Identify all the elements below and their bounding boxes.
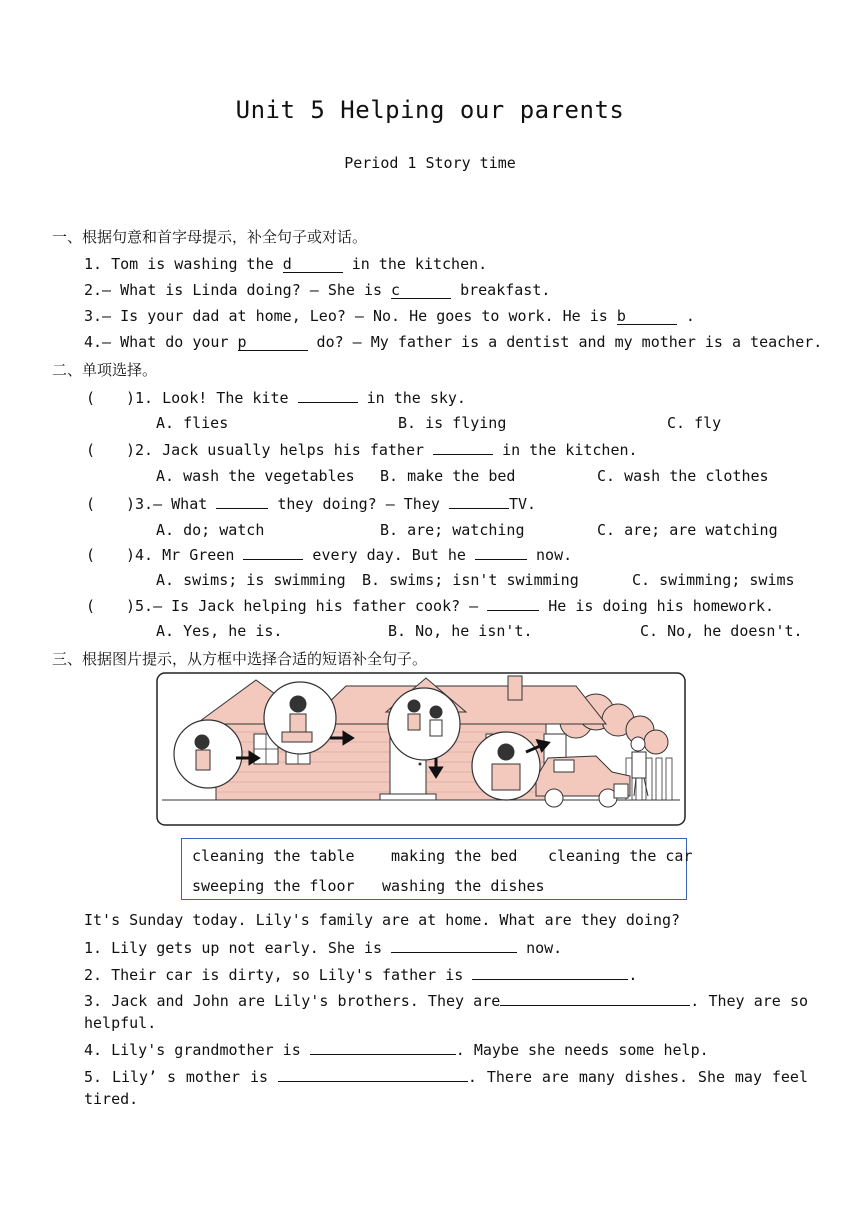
option-b[interactable]: B. is flying — [398, 414, 507, 432]
choice-paren: ( — [86, 546, 96, 564]
option-b[interactable]: B. are; watching — [380, 521, 525, 539]
story-intro: It's Sunday today. Lily's family are at home. What are they doing? — [84, 911, 681, 929]
item-text: . — [628, 966, 638, 984]
question-text: now. — [527, 546, 573, 564]
option-c[interactable]: C. fly — [667, 414, 722, 432]
phrase-option[interactable]: cleaning the table — [192, 847, 355, 865]
answer-blank[interactable] — [391, 952, 517, 953]
answer-blank[interactable] — [433, 454, 493, 455]
house-illustration — [156, 672, 686, 826]
question-text: He is doing his homework. — [539, 597, 775, 615]
item-text: 1. Lily gets up not early. She is — [84, 939, 392, 957]
item-text: breakfast. — [451, 281, 551, 299]
part3-item-1 — [84, 937, 808, 959]
phrase-option[interactable]: cleaning the car — [548, 847, 693, 865]
question-text: — What — [153, 495, 217, 513]
option-a[interactable]: A. flies — [156, 414, 229, 432]
question-text: — Is Jack helping his father cook? — — [153, 597, 488, 615]
choice-paren: ( — [86, 495, 96, 513]
page-subtitle: Period 1 Story time — [344, 154, 516, 172]
part3-item-3 — [84, 990, 808, 1034]
part1-item-1 — [84, 255, 487, 273]
question-text: every day. But he — [303, 546, 475, 564]
part1-item-3 — [84, 307, 695, 325]
question-text: Look! The kite — [162, 389, 298, 407]
page-title: Unit 5 Helping our parents — [235, 96, 625, 124]
phrase-option[interactable]: washing the dishes — [382, 877, 545, 895]
option-c[interactable]: C. wash the clothes — [597, 467, 769, 485]
item-text: 3.— Is your dad at home, Leo? — No. He goes to work. He is — [84, 307, 617, 325]
choice-question-5 — [126, 597, 774, 615]
answer-blank[interactable]: b — [617, 308, 677, 325]
part3-item-2 — [84, 964, 808, 986]
answer-blank[interactable] — [449, 508, 509, 509]
question-number: )4. — [126, 546, 154, 564]
part1-item-2 — [84, 281, 550, 299]
choice-paren: ( — [86, 389, 96, 407]
item-text: . They are so helpful. — [84, 992, 809, 1032]
answer-blank[interactable] — [500, 1005, 690, 1006]
choice-paren: ( — [86, 597, 96, 615]
question-text: TV. — [508, 495, 537, 513]
answer-blank[interactable]: p — [238, 334, 308, 351]
choice-paren: ( — [86, 441, 96, 459]
answer-blank[interactable] — [298, 402, 358, 403]
item-text: 2.— What is Linda doing? — She is — [84, 281, 392, 299]
answer-blank[interactable] — [475, 559, 527, 560]
question-text: they doing? — They — [268, 495, 449, 513]
option-b[interactable]: B. No, he isn't. — [388, 622, 533, 640]
item-text: now. — [517, 939, 563, 957]
item-text: . — [676, 307, 695, 325]
item-text: . There are many dishes. She may feel tired. — [84, 1068, 808, 1108]
part3-heading: 三、根据图片提示，从方框中选择合适的短语补全句子。 — [52, 650, 428, 668]
question-number: )1. — [126, 389, 154, 407]
question-number: )2. — [126, 441, 154, 459]
part1-heading: 一、根据句意和首字母提示，补全句子或对话。 — [52, 228, 368, 246]
item-text: 4. Lily's grandmother is — [84, 1041, 310, 1059]
answer-blank[interactable] — [278, 1081, 468, 1082]
answer-blank[interactable] — [243, 559, 303, 560]
option-a[interactable]: A. swims; is swimming — [156, 571, 346, 589]
option-c[interactable]: C. are; are watching — [597, 521, 778, 539]
item-text: 1. Tom is washing the — [84, 255, 283, 273]
option-a[interactable]: A. Yes, he is. — [156, 622, 283, 640]
question-text: in the sky. — [357, 389, 466, 407]
phrase-option[interactable]: sweeping the floor — [192, 877, 355, 895]
option-c[interactable]: C. No, he doesn't. — [640, 622, 803, 640]
answer-blank[interactable] — [310, 1054, 456, 1055]
part3-item-5 — [84, 1066, 808, 1110]
item-text: . Maybe she needs some help. — [455, 1041, 709, 1059]
question-text: Jack usually helps his father — [162, 441, 434, 459]
part2-heading: 二、单项选择。 — [52, 361, 158, 379]
part3-item-4 — [84, 1039, 808, 1061]
answer-blank[interactable]: c — [391, 282, 451, 299]
answer-blank[interactable] — [472, 979, 628, 980]
option-a[interactable]: A. do; watch — [156, 521, 265, 539]
answer-blank[interactable] — [216, 508, 268, 509]
choice-question-1 — [126, 389, 466, 407]
item-text: in the kitchen. — [342, 255, 488, 273]
option-c[interactable]: C. swimming; swims — [632, 571, 795, 589]
answer-blank[interactable] — [487, 610, 539, 611]
choice-question-2 — [126, 441, 638, 459]
answer-blank[interactable]: d — [283, 256, 343, 273]
question-text: in the kitchen. — [493, 441, 638, 459]
item-text: do? — My father is a dentist and my mother is a teacher. — [307, 333, 823, 351]
item-text: 4.— What do your — [84, 333, 238, 351]
option-b[interactable]: B. make the bed — [380, 467, 516, 485]
option-b[interactable]: B. swims; isn't swimming — [362, 571, 579, 589]
option-a[interactable]: A. wash the vegetables — [156, 467, 355, 485]
item-text: 3. Jack and John are Lily's brothers. They are — [84, 992, 501, 1010]
choice-question-4 — [126, 546, 572, 564]
question-number: )3. — [126, 495, 154, 513]
question-text: Mr Green — [162, 546, 244, 564]
part1-item-4 — [84, 333, 822, 351]
phrase-option[interactable]: making the bed — [391, 847, 518, 865]
choice-question-3 — [126, 495, 536, 513]
item-text: 5. Lily’ s mother is — [84, 1068, 278, 1086]
phrase-box — [181, 838, 693, 900]
question-number: )5. — [126, 597, 154, 615]
item-text: 2. Their car is dirty, so Lily's father is — [84, 966, 473, 984]
